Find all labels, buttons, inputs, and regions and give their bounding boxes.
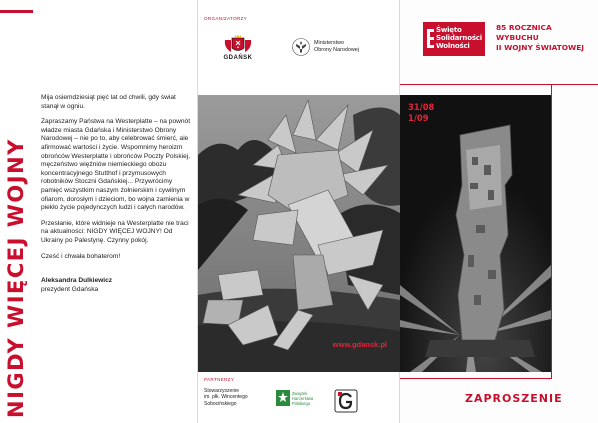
gdansk-logo	[220, 34, 256, 61]
headline-line: II WOJNY ŚWIATOWEJ	[496, 43, 585, 52]
signature-title: prezydent Gdańska	[41, 285, 99, 293]
sculpture-illustration	[198, 95, 400, 372]
letter-paragraph: Zapraszamy Państwa na Westerplatte – na pownót władze miasta Gdańska i Ministerstwo Obrony Narodowej – nie po to, aby celebrować śmierć, ale afirmować wartości i życie. Wspomnimy heroizm obrońców Westerplatte i obrońców Poczty Polskiej, męczeństwo więźniów niemieckiego obozu koncentracyjnego Stutthof i przymusowych robotników Stoczni Gdańskiej... Przywrócimy pamięć wszystkim naszym żołnierskim i cywilnym ofiarom, dorosłym i dzieciom, bo wojna zamienia w piekło życie pojedynczych ludzi i całych narodów.	[41, 118, 191, 212]
red-rule	[551, 84, 552, 379]
ministry-logo	[292, 38, 359, 56]
gdansk-coat-of-arms-icon	[223, 34, 253, 54]
red-rule	[0, 10, 33, 13]
zhp-name	[292, 391, 313, 406]
organizers-label: ORGANIZATORZY	[204, 16, 248, 21]
date-line: 1/09	[408, 113, 429, 123]
badge-line: Święto	[436, 26, 462, 34]
ministry-line: Ministerstwo	[314, 40, 344, 47]
vertical-title: NIGDY WIĘCEJ WOJNY	[4, 138, 28, 418]
letter-paragraph: Przesłanie, które widnieje na Westerplatte nie traci na aktualności: NIGDY WIĘCEJ WOJNY! Od Ukrainy po Palestynę. Czynny pokój.	[41, 219, 189, 244]
solidarity-mark-icon	[426, 27, 435, 50]
website-link[interactable]: www.gdansk.pl	[332, 340, 387, 349]
panel-letter	[0, 0, 198, 423]
partner-line: Stowarzyszenie	[204, 388, 240, 394]
partner-line: Związek	[292, 390, 308, 396]
monument-illustration	[400, 95, 551, 372]
gdansk-wordmark: GDAŃSK	[223, 55, 253, 61]
partner-zhp	[276, 390, 313, 406]
monogram-g-icon	[334, 389, 358, 413]
partners-label: PARTNERZY	[204, 377, 235, 382]
letter-paragraph: Cześć i chwała bohaterom!	[41, 252, 121, 260]
badge-line: Wolności	[436, 42, 470, 50]
partner-association	[204, 388, 266, 407]
partner-line: Sobocińskiego	[204, 400, 237, 407]
partner-line: im. płk. Wincentego	[204, 394, 248, 401]
letter-body	[41, 94, 191, 294]
invitation-title: ZAPROSZENIE	[465, 392, 563, 405]
ministry-line: Obrony Narodowej	[314, 47, 359, 53]
partner-monogram	[334, 389, 358, 418]
red-rule	[400, 378, 552, 379]
westerplatte-monument-photo	[400, 95, 551, 372]
anniversary-headline	[496, 23, 584, 53]
ministry-name	[314, 40, 359, 53]
headline-line: 85 ROCZNICA	[496, 23, 552, 32]
letter-paragraph: Mija osiemdziesiąt pięć lat od chwili, gdy świat stanął w ogniu.	[41, 94, 176, 110]
panel-organizers	[198, 0, 400, 423]
headline-line: WYBUCHU	[496, 33, 539, 42]
panel-cover	[400, 0, 598, 423]
event-dates	[408, 102, 434, 124]
partner-line: Polskiego	[292, 400, 311, 406]
polish-eagle-icon	[292, 38, 310, 56]
signature-name: Aleksandra Dulkiewicz	[41, 277, 113, 285]
scout-cross-icon	[276, 390, 290, 406]
partner-line: Harcerstwa	[292, 395, 314, 401]
date-line: 31/08	[408, 102, 435, 112]
swieto-solidarnosci-badge	[423, 22, 485, 56]
monument-sculpture-photo	[198, 95, 400, 372]
red-rule	[400, 84, 598, 85]
badge-line: Solidarności	[436, 34, 482, 42]
